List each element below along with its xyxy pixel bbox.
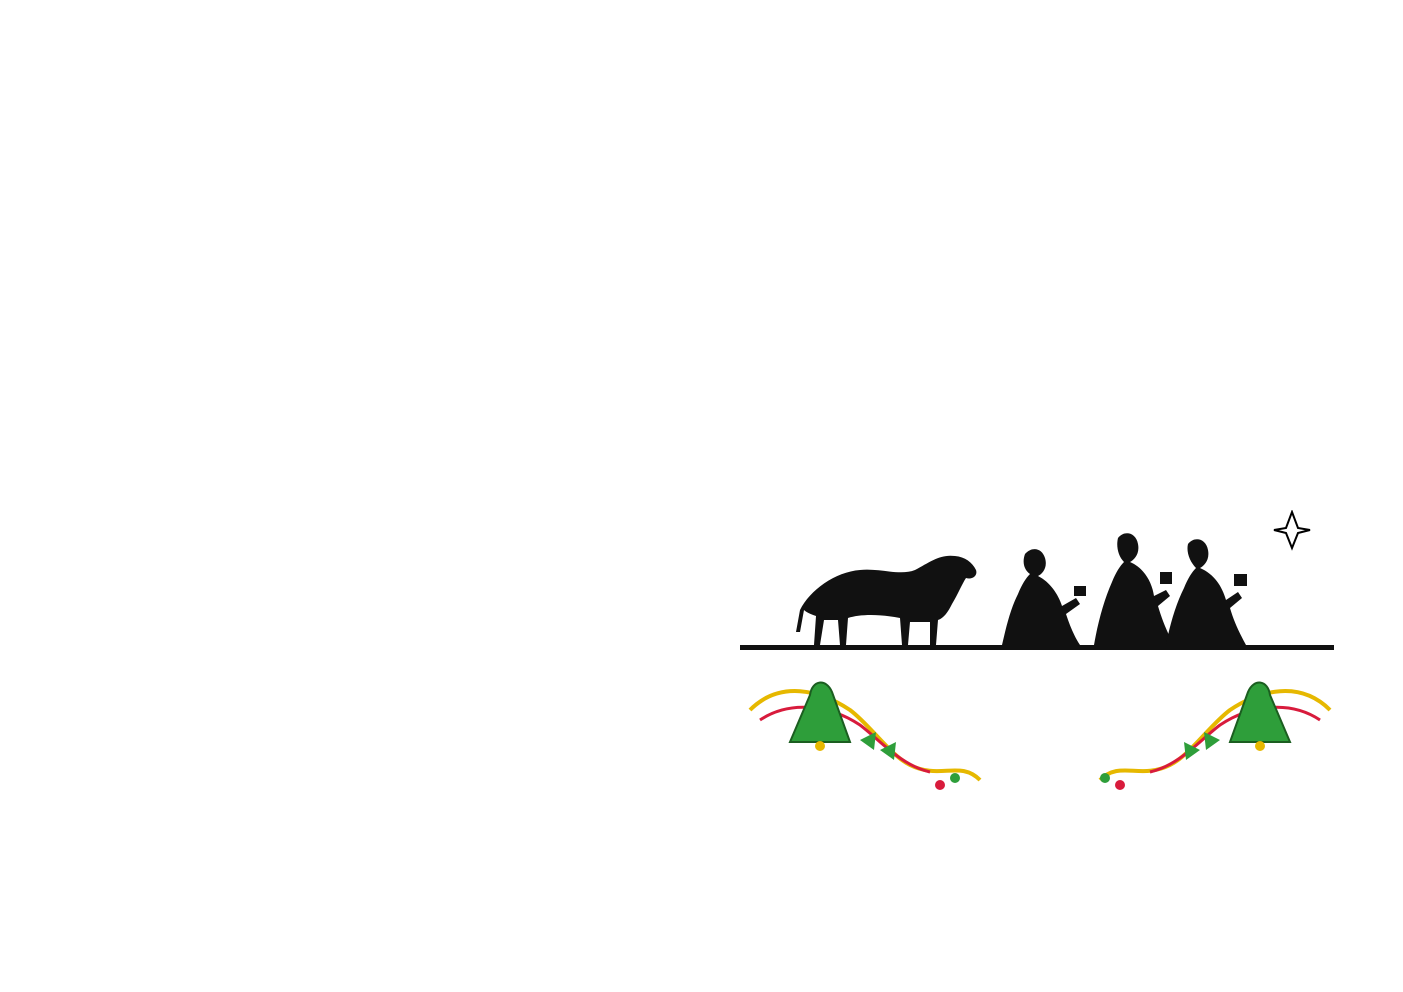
- order-of-service: [52, 62, 572, 98]
- christmas-page: [740, 100, 1360, 192]
- gift-box-3: [1234, 574, 1247, 586]
- wise-man-2-silhouette: [1094, 533, 1174, 645]
- ground-line: [740, 645, 1334, 650]
- wise-man-1-silhouette: [1002, 549, 1080, 645]
- gift-box-2: [1160, 572, 1172, 584]
- star-icon: [1274, 512, 1310, 548]
- garland-left: [750, 683, 980, 790]
- garland-right: [1100, 683, 1330, 790]
- gift-box-1: [1074, 586, 1086, 596]
- camel-silhouette: [796, 556, 976, 645]
- wise-man-3-silhouette: [1166, 539, 1246, 645]
- wise-men-illustration: [740, 510, 1360, 810]
